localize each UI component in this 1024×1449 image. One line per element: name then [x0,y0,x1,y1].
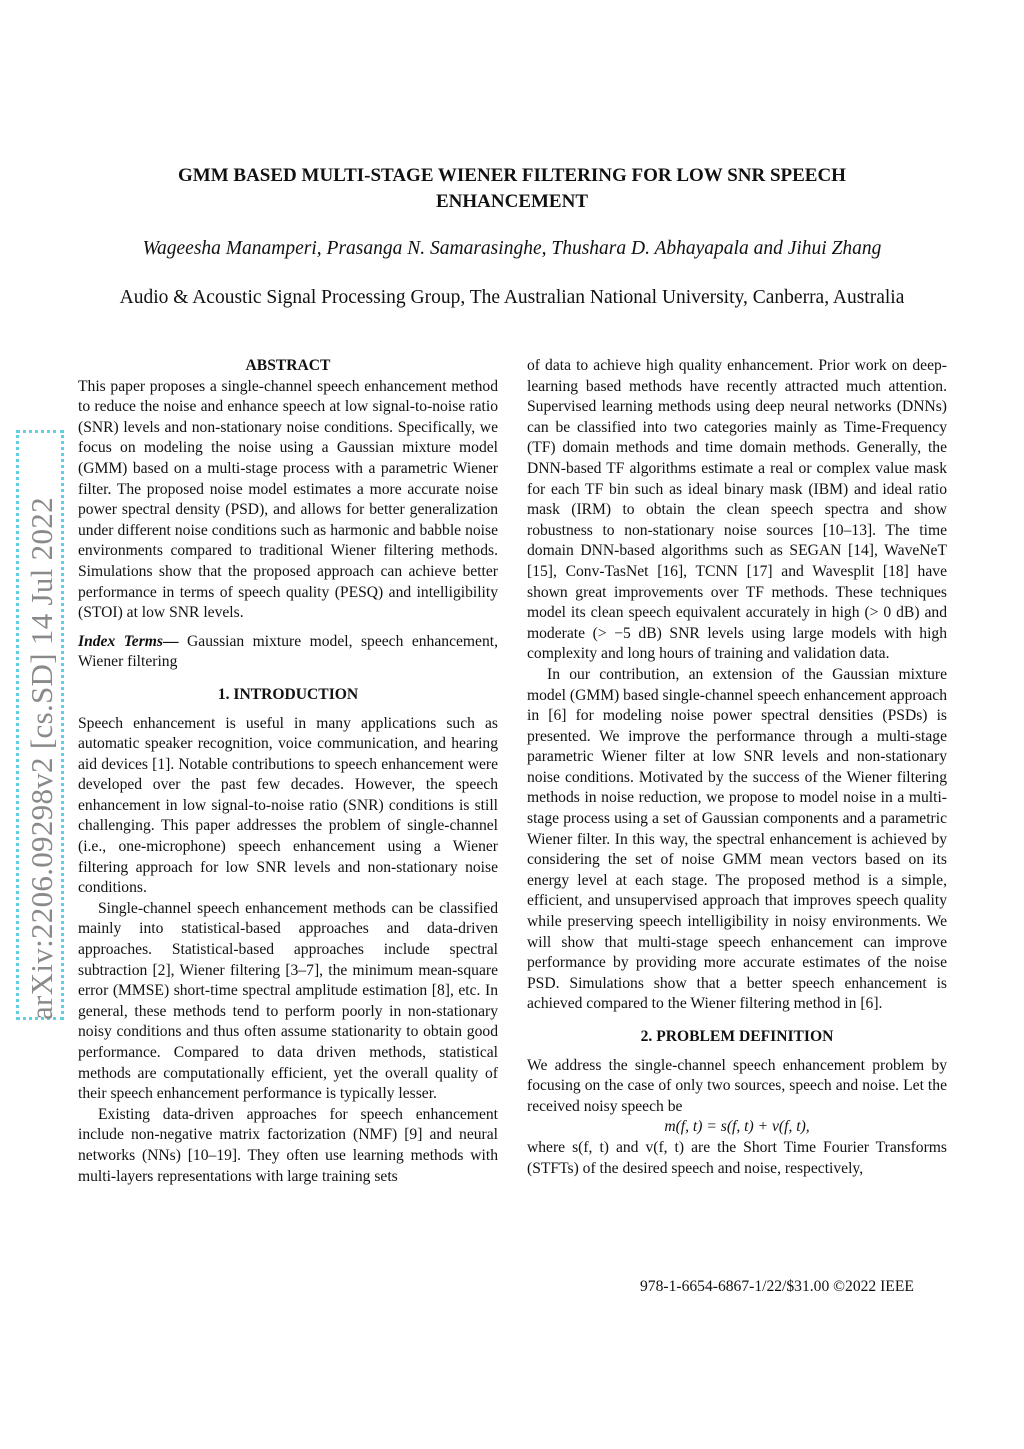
problem-paragraph-1: We address the single-channel speech enhancement problem by focusing on the case of only two sources, speech and noise. Let the received noisy speech be [527,1056,947,1115]
right-column [527,356,947,1179]
section-heading-problem-definition: 2. PROBLEM DEFINITION [640,1028,834,1045]
problem-paragraph-2: where s(f, t) and v(f, t) are the Short Time Fourier Transforms (STFTs) of the desired speech and noise, respectively, [527,1138,947,1177]
section-heading-introduction: 1. INTRODUCTION [217,685,359,703]
index-terms-text: Gaussian mixture model, speech enhancement, Wiener filtering [78,632,498,671]
index-terms [78,632,498,673]
intro-paragraph-3: Existing data-driven approaches for speech enhancement include non-negative matrix factorization (NMF) [9] and neural networks (NNs) [10–19]. They often use learning methods with multi-layers representations with large training sets [78,1105,498,1185]
author-list: Wageesha Manamperi, Prasanga N. Samarasinghe, Thushara D. Abhayapala and Jihui Zhang [142,238,882,259]
copyright-footer: 978-1-6654-6867-1/22/$31.00 ©2022 IEEE [640,1278,914,1295]
abstract-text: This paper proposes a single-channel speech enhancement method to reduce the noise and enhance speech at low signal-to-noise ratio (SNR) levels and non-stationary noise conditions. Specifically, we focus on modeling the noise using a Gaussian mixture model (GMM) based on a multi-stage process with a parametric Wiener filter. The proposed noise model estimates a more accurate noise power spectral density (PSD), and allows for better generalization under different noise conditions such as harmonic and babble noise environments compared to traditional Wiener filtering methods. Simulations show that the proposed approach can achieve better performance in terms of speech quality (PESQ) and intelligibility (STOI) at low SNR levels. [78,377,498,622]
intro-paragraph-4: of data to achieve high quality enhancement. Prior work on deep-learning based methods have recently attracted much attention. Supervised learning methods using deep neural networks (DNNs) can be classified into two categories mainly as Time-Frequency (TF) domain methods and time domain methods. Generally, the DNN-based TF algorithms estimate a real or complex value mask for each TF bin such as ideal binary mask (IBM) and ideal ratio mask (IRM) to obtain the clean speech spectra and show robustness to non-stationary noise sources [10–13]. The time domain DNN-based algorithms such as SEGAN [14], WaveNeT [15], Conv-TasNet [16], TCNN [17] and Wavesplit [18] have shown great improvements over TF methods. These techniques model its clean speech equivalent accurately in high (> 0 dB) and moderate (> −5 dB) SNR levels using large models with high complexity and long hours of training and validation data. [527,357,947,663]
intro-paragraph-5: In our contribution, an extension of the Gaussian mixture model (GMM) based single-channel speech enhancement approach in [6] for modeling noise power spectral densities (PSDs) is presented. We improve the performance through a multi-stage parametric Wiener filter at low SNR levels and non-stationary noise conditions. Motivated by the success of the Wiener filtering methods in noise reduction, we propose to model noise in a multi-stage process using a set of Gaussian components and a parametric Wiener filter. In this way, the spectral enhancement is achieved by considering the set of noise GMM mean vectors based on its energy level at each stage. The proposed method is a simple, efficient, and unsupervised approach that improves speech quality while preserving speech intelligibility in noisy environments. We will show that multi-stage speech enhancement can improve performance by providing more accurate estimates of the noise PSD. Simulations show that a better speech enhancement is achieved compared to the Wiener filtering method in [6]. [527,665,948,1013]
intro-paragraph-2: Single-channel speech enhancement methods can be classified mainly into statistical-based approaches and data-driven approaches. Statistical-based approaches include spectral subtraction [2], Wiener filtering [3–7], the minimum mean-square error (MMSE) short-time spectral amplitude estimation [8], etc. In general, these methods tend to perform poorly in non-stationary noisy conditions and thus often assume stationarity to obtain good performance. Compared to data driven methods, statistical methods are computationally efficient, yet the overall quality of their speech enhancement performance is typically lesser. [78,899,498,1103]
intro-paragraph-1: Speech enhancement is useful in many applications such as automatic speaker recognition, voice communication, and hearing aid devices [1]. Notable contributions to speech enhancement were developed over the past few decades. However, the speech enhancement in low signal-to-noise ratio (SNR) conditions is still challenging. This paper addresses the problem of single-channel (i.e., one-microphone) speech enhancement using a Wiener filtering approach for low SNR levels and non-stationary noise conditions. [78,714,498,897]
paper-title: GMM BASED MULTI-STAGE WIENER FILTERING FOR LOW SNR SPEECH ENHANCEMENT [178,165,846,212]
left-column [78,356,498,1187]
equation-noisy-speech: m(f, t) = s(f, t) + v(f, t), [664,1118,810,1136]
arxiv-identifier[interactable]: arXiv:2206.09298v2 [cs.SD] 14 Jul 2022 [24,497,59,1020]
index-terms-label: Index Terms— [78,632,179,650]
abstract-heading: ABSTRACT [245,357,331,374]
affiliation: Audio & Acoustic Signal Processing Group, The Australian National University, Canberra, Australia [119,287,905,308]
